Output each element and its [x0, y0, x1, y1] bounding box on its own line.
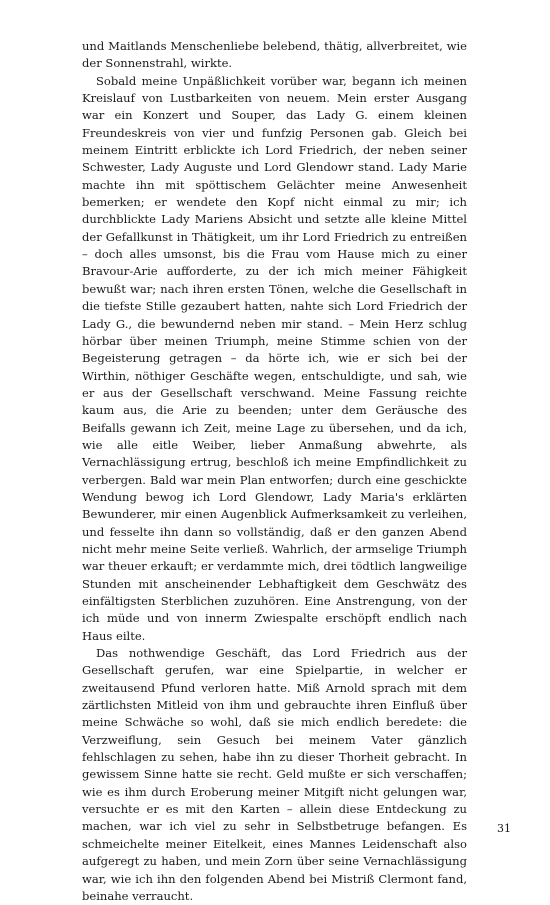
- paragraph-1: und Maitlands Menschenliebe belebend, thätig, allverbreitet, wie der Sonnenstrahl, wirkte.: [82, 39, 467, 71]
- paragraph-3: Das nothwendige Geschäft, das Lord Friedrich aus der Gesellschaft gerufen, war eine Spielpartie, in welcher er zweitausend Pfund verloren hatte. Miß Arnold sprach mit dem zärtlichsten Mitleid von ihm und gebrauchte ihren Einfluß über meine Schwäche so wohl, daß sie mich endlich beredete: die Verzweiflung, sein Gesuch bei meinem Vater gänzlich fehlschlagen zu sehen, habe ihn zu dieser Thorheit gebracht. In gewissem Sinne hatte sie recht. Geld mußte er sich verschaffen; wie es ihm durch Eroberung meiner Mitgift nicht gelungen war, versuchte er es mit den Karten – allein diese Entdeckung zu machen, war ich viel zu sehr in Selbstbetruge befangen. Es schmeichelte meiner Eitelkeit, eines Mannes Leidenschaft also aufgeregt zu haben, und mein Zorn über seine Vernachlässigung war, wie ich ihn den folgenden Abend bei Mistriß Clermont fand, beinahe verraucht.: [82, 646, 467, 903]
- page-body: [82, 38, 467, 905]
- page-number: 31: [497, 822, 511, 835]
- paragraph-2: Sobald meine Unpäßlichkeit vorüber war, begann ich meinen Kreislauf von Lustbarkeiten von neuem. Mein erster Ausgang war ein Konzert und Souper, das Lady G. einem kleinen Freundeskreis von vier und funfzig Personen gab. Gleich bei meinem Eintritt erblickte ich Lord Friedrich, der neben seiner Schwester, Lady Auguste und Lord Glendowr stand. Lady Marie machte ihn mit spöttischem Gelächter meine Anwesenheit bemerken; er wendete den Kopf nicht einmal zu mir; ich durchblickte Lady Mariens Absicht und setzte alle kleine Mittel der Gefallkunst in Thätigkeit, um ihr Lord Friedrich zu entreißen – doch alles umsonst, bis die Frau vom Hause mich zu einer Bravour-Arie aufforderte, zu der ich mich meiner Fähigkeit bewußt war; nach ihren ersten Tönen, welche die Gesellschaft in die tiefste Stille gezaubert hatten, nahte sich Lord Friedrich der Lady G., die bewundernd neben mir stand. – Mein Herz schlug hörbar über meinen Triumph, meine Stimme schien von der Begeisterung getragen – da hörte ich, wie er sich bei der Wirthin, nöthiger Geschäfte wegen, entschuldigte, und sah, wie er aus der Gesellschaft verschwand. Meine Fassung reichte kaum aus, die Arie zu beenden; unter dem Geräusche des Beifalls gewann ich Zeit, meine Lage zu übersehen, und da ich, wie alle eitle Weiber, lieber Anmaßung abwehrte, als Vernachlässigung ertrug, beschloß ich meine Empfindlichkeit zu verbergen. Bald war mein Plan entworfen; durch eine geschickte Wendung bewog ich Lord Glendowr, Lady Maria's erklärten Bewunderer, mir einen Augenblick Aufmerksamkeit zu verleihen, und fesselte ihn dann so vollständig, daß er den ganzen Abend nicht mehr meine Seite verließ. Wahrlich, der armselige Triumph war theuer erkauft; er verdammte mich, drei tödtlich langweilige Stunden mit anscheinender Lebhaftigkeit dem Geschwätz des einfältigsten Sterblichen zuzuhören. Eine Anstrengung, von der ich müde und von innerm Zwiespalte erschöpft endlich nach Haus eilte.: [82, 73, 467, 643]
